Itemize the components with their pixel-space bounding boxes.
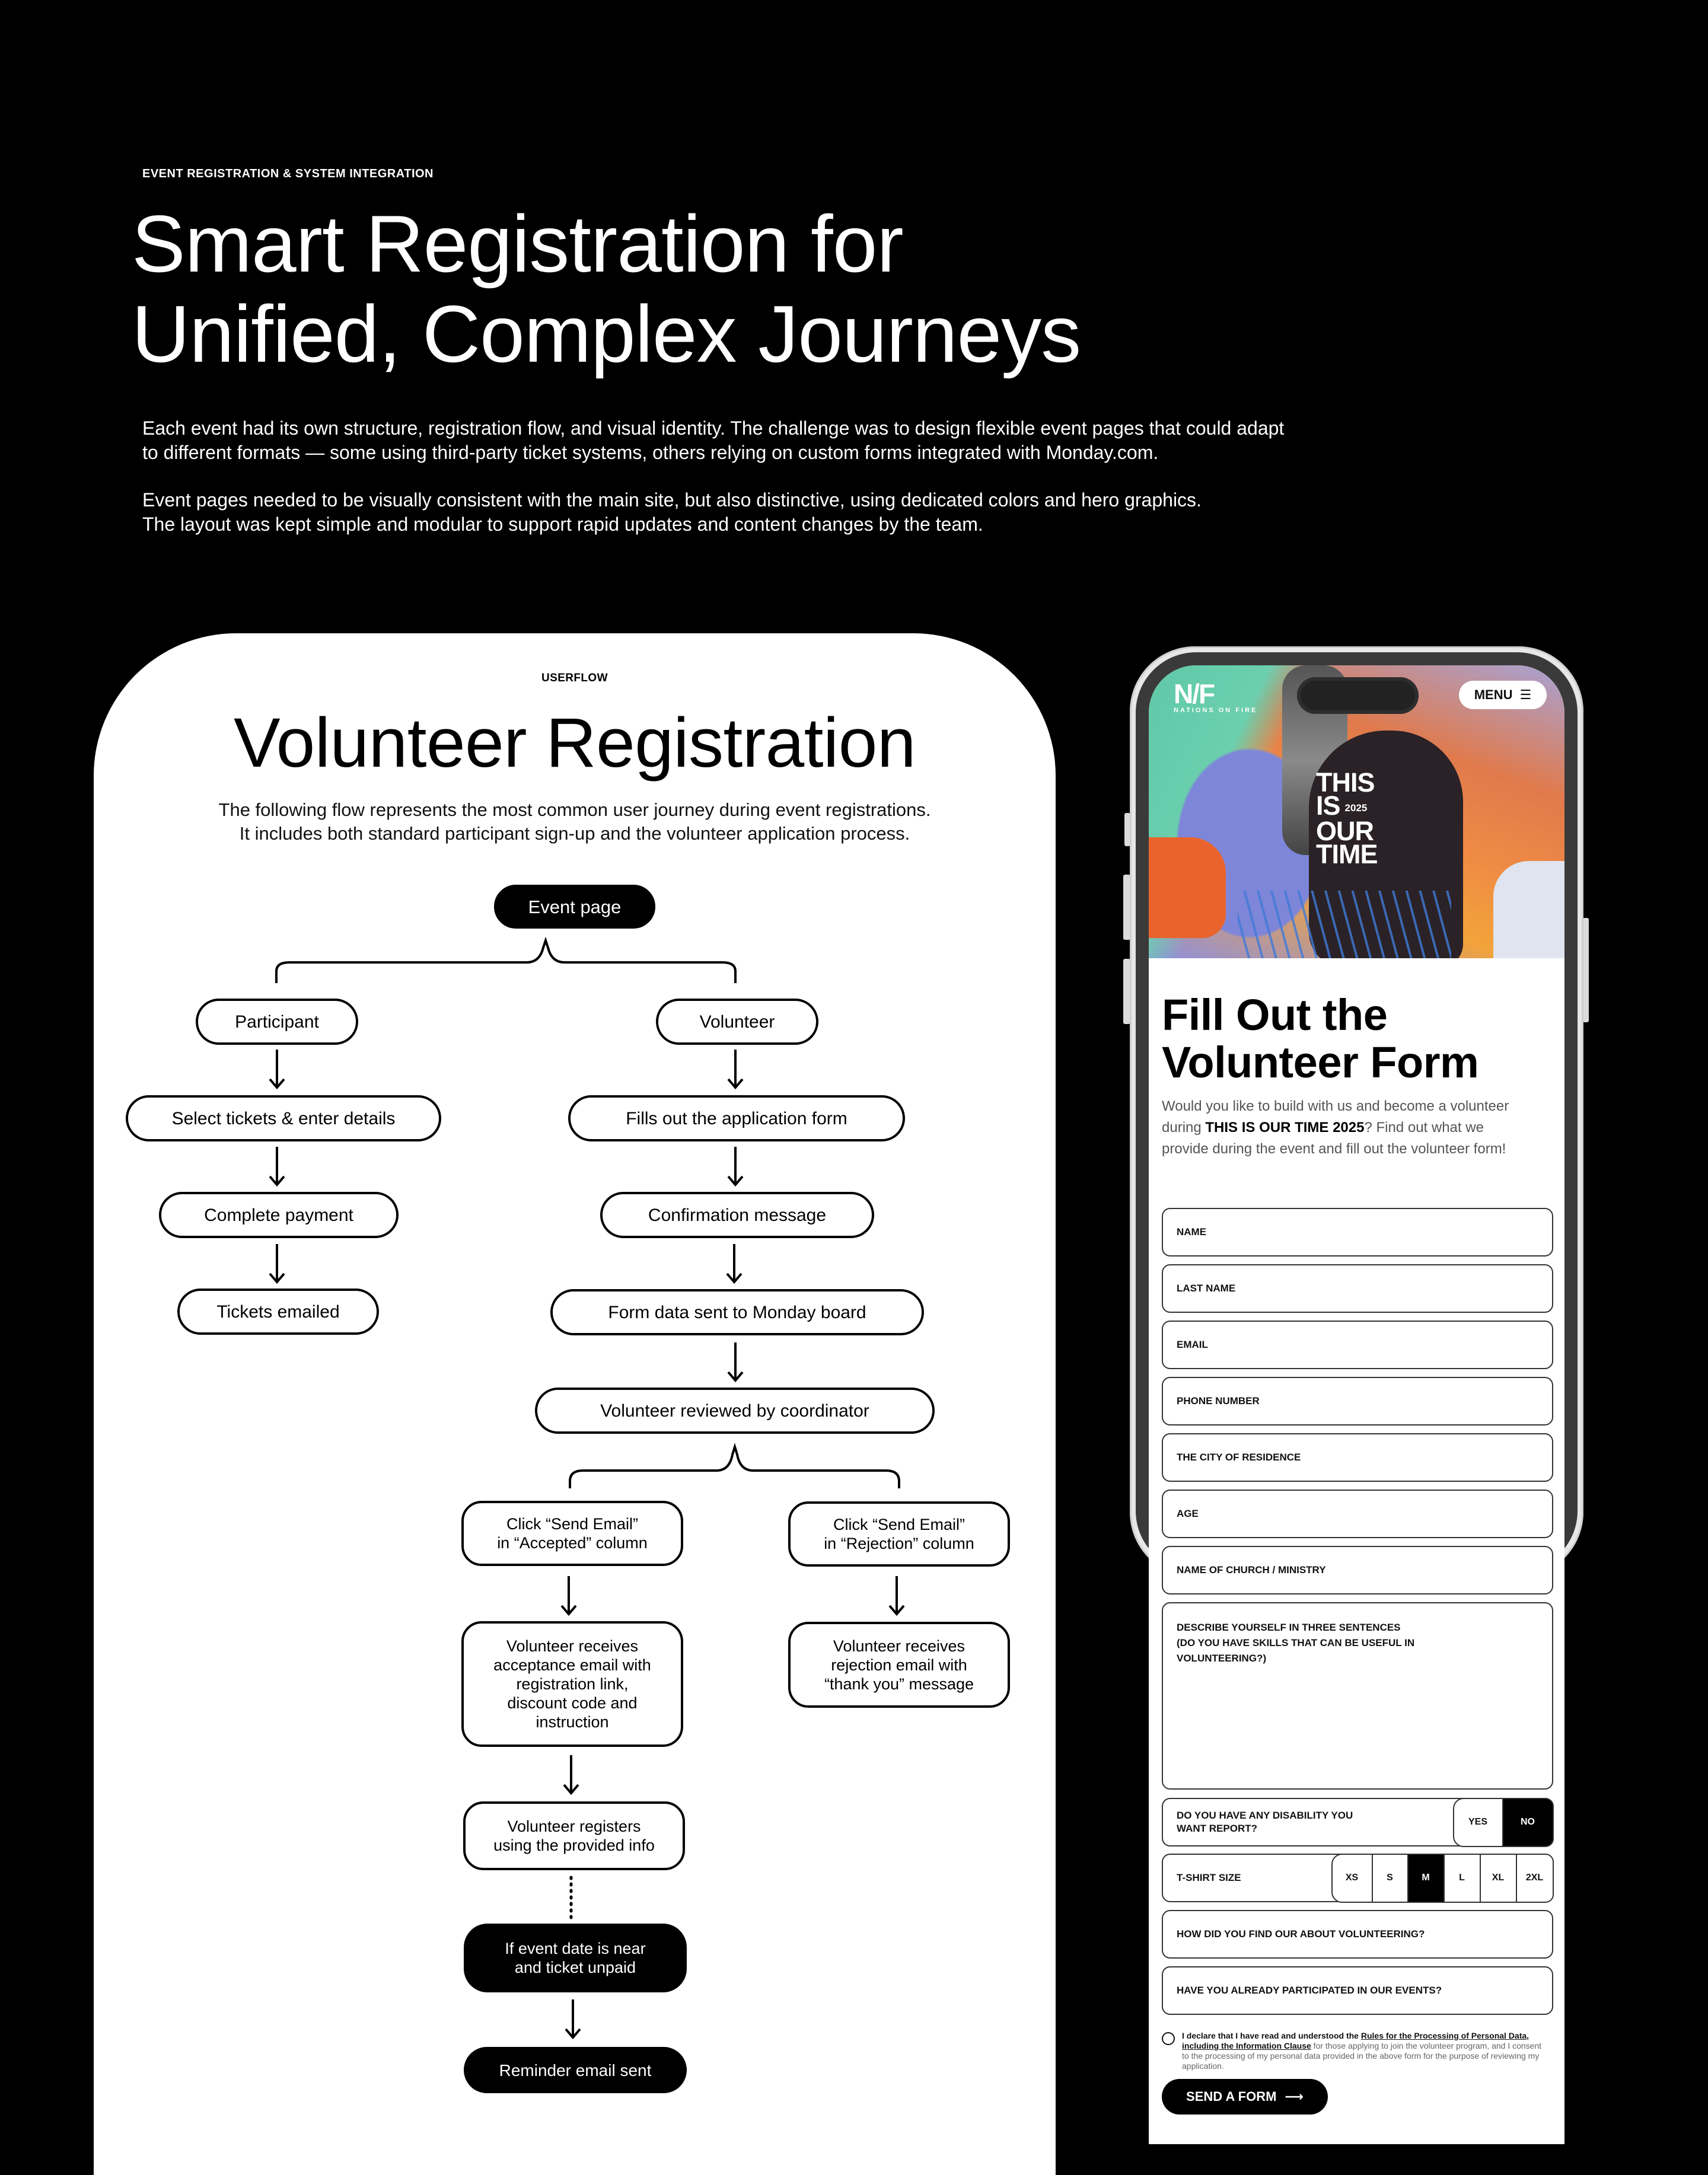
how-found-label: HOW DID YOU FIND OUR ABOUT VOLUNTEERING? xyxy=(1177,1928,1425,1940)
intro-text xyxy=(142,416,1506,560)
disability-toggle xyxy=(1453,1798,1554,1847)
flow-node-participant: Participant xyxy=(196,999,358,1045)
logo-text: NATIONS ON FIRE xyxy=(1174,707,1258,714)
form-intro-part-2: ? Find out what we provide during the event and fill out the volunteer form! xyxy=(1162,1120,1506,1157)
flow-node-tickets-emailed: Tickets emailed xyxy=(177,1289,379,1335)
menu-button[interactable] xyxy=(1459,681,1547,709)
hero-brush-strokes xyxy=(1238,891,1451,958)
arrow-confirmation-to-monday xyxy=(727,1244,741,1282)
flow-node-reviewed: Volunteer reviewed by coordinator xyxy=(535,1388,935,1434)
event-near-line-2: and ticket unpaid xyxy=(514,1959,636,1976)
email-field[interactable] xyxy=(1162,1321,1553,1369)
disability-question xyxy=(1162,1798,1553,1846)
flow-node-confirmation: Confirmation message xyxy=(600,1192,874,1238)
brace-connector-top xyxy=(276,940,735,983)
consent-checkbox-row[interactable] xyxy=(1162,2031,1547,2071)
userflow-eyebrow: USERFLOW xyxy=(541,672,608,684)
brace-connector-review xyxy=(570,1447,899,1488)
city-field[interactable] xyxy=(1162,1433,1553,1482)
flow-node-form-data-sent: Form data sent to Monday board xyxy=(550,1289,924,1335)
arrow-accepted-to-receives xyxy=(562,1576,576,1614)
flow-node-click-accepted xyxy=(461,1501,683,1566)
flow-node-complete-payment: Complete payment xyxy=(159,1192,399,1238)
form-intro xyxy=(1162,1096,1518,1160)
phone-number-field-label: PHONE NUMBER xyxy=(1177,1395,1260,1407)
logo-mark: N/F xyxy=(1174,678,1215,709)
consent-text xyxy=(1182,2031,1547,2071)
flow-node-receives-acceptance xyxy=(461,1621,683,1747)
tshirt-size-selector xyxy=(1331,1854,1554,1903)
arrow-right-icon: ⟶ xyxy=(1285,2089,1304,2104)
menu-label: MENU xyxy=(1474,687,1513,702)
userflow-title: Volunteer Registration xyxy=(233,704,916,782)
userflow-description-line-2: It includes both standard participant sign-up and the volunteer application process. xyxy=(239,823,910,844)
hero-light-shape xyxy=(1493,861,1564,958)
hero-line-this: THIS xyxy=(1316,767,1375,798)
receives-rejection-line-1: Volunteer receives xyxy=(833,1637,965,1655)
email-field-label: EMAIL xyxy=(1177,1339,1208,1350)
arrow-participant-to-select xyxy=(270,1050,284,1088)
disability-option-no[interactable]: NO xyxy=(1503,1798,1554,1847)
arrow-select-to-payment xyxy=(270,1147,284,1185)
tshirt-option-l[interactable]: L xyxy=(1445,1854,1481,1903)
name-field-label: NAME xyxy=(1177,1226,1207,1238)
age-field-label: AGE xyxy=(1177,1508,1199,1519)
disability-label-line-1: DO YOU HAVE ANY DISABILITY YOU xyxy=(1177,1810,1353,1821)
click-rejection-line-2: in “Rejection” column xyxy=(824,1535,974,1552)
phone-power-button xyxy=(1583,918,1589,1022)
userflow-card xyxy=(94,633,1056,2175)
intro-paragraph-1-line-2: to different formats — some using third-party ticket systems, others relying on custom forms integrated with Monday.com. xyxy=(142,442,1159,463)
click-accepted-line-2: in “Accepted” column xyxy=(497,1534,648,1552)
intro-paragraph-2 xyxy=(142,488,1506,537)
age-field[interactable] xyxy=(1162,1490,1553,1538)
name-field[interactable] xyxy=(1162,1208,1553,1256)
flow-node-receives-rejection xyxy=(788,1622,1010,1708)
form-title-line-1: Fill Out the xyxy=(1162,990,1388,1039)
textarea-label-line-1: DESCRIBE YOURSELF IN THREE SENTENCES xyxy=(1177,1622,1401,1633)
form-title-line-2: Volunteer Form xyxy=(1162,1038,1479,1087)
receives-rejection-line-2: rejection email with xyxy=(831,1656,967,1674)
userflow-description-line-1: The following flow represents the most common user journey during event registrations. xyxy=(218,799,931,820)
event-near-line-1: If event date is near xyxy=(505,1940,646,1957)
tshirt-size-label: T-SHIRT SIZE xyxy=(1177,1872,1241,1883)
flow-node-click-rejection xyxy=(788,1501,1010,1567)
intro-paragraph-2-line-2: The layout was kept simple and modular to support rapid updates and content changes by the team. xyxy=(142,514,983,535)
hero-line-our: OUR xyxy=(1316,815,1374,846)
tshirt-option-m[interactable]: M xyxy=(1409,1854,1445,1903)
form-intro-part-1: Would you like to build with us and become a volunteer during xyxy=(1162,1098,1509,1136)
hero-year: 2025 xyxy=(1344,802,1368,814)
church-field-label: NAME OF CHURCH / MINISTRY xyxy=(1177,1564,1326,1576)
last-name-field[interactable] xyxy=(1162,1264,1553,1313)
arrow-rejection-to-receives xyxy=(890,1576,904,1614)
form-intro-event-name: THIS IS OUR TIME 2025 xyxy=(1205,1120,1365,1136)
arrow-volunteer-to-form xyxy=(728,1050,743,1088)
flow-node-event-page: Event page xyxy=(494,885,655,929)
hamburger-icon: ☰ xyxy=(1519,687,1532,702)
arrow-payment-to-emailed xyxy=(270,1244,284,1282)
page-title-line-1: Smart Registration for xyxy=(132,199,903,289)
disability-label-line-2: WANT REPORT? xyxy=(1177,1823,1257,1834)
tshirt-size-question xyxy=(1162,1854,1553,1902)
form-title xyxy=(1162,991,1478,1086)
page-title xyxy=(132,199,1081,379)
page-title-line-2: Unified, Complex Journeys xyxy=(132,289,1081,379)
disability-option-yes[interactable]: YES xyxy=(1453,1798,1503,1847)
flow-node-volunteer: Volunteer xyxy=(656,999,818,1045)
section-eyebrow: EVENT REGISTRATION & SYSTEM INTEGRATION xyxy=(142,167,434,180)
participated-field[interactable] xyxy=(1162,1966,1553,2015)
receives-acceptance-line-2: acceptance email with xyxy=(493,1656,651,1674)
registers-line-1: Volunteer registers xyxy=(507,1817,641,1835)
rules-link[interactable]: Rules for the Processing of Personal Data, including the xyxy=(1182,2031,1529,2050)
textarea-label-line-3: VOLUNTEERING?) xyxy=(1177,1653,1267,1664)
phone-screen xyxy=(1149,665,1564,2144)
flow-node-reminder: Reminder email sent xyxy=(464,2047,687,2093)
receives-acceptance-line-3: registration link, xyxy=(516,1675,629,1693)
receives-acceptance-line-4: discount code and xyxy=(507,1694,638,1712)
hero-line-time: TIME xyxy=(1316,838,1378,869)
dynamic-island xyxy=(1297,677,1419,714)
arrow-monday-to-reviewed xyxy=(728,1342,743,1380)
flow-node-registers xyxy=(463,1801,685,1870)
last-name-field-label: LAST NAME xyxy=(1177,1283,1236,1294)
how-found-field[interactable] xyxy=(1162,1910,1553,1959)
hero-orange-shape xyxy=(1149,837,1226,938)
arrow-form-to-confirmation xyxy=(728,1147,743,1185)
church-field[interactable] xyxy=(1162,1546,1553,1594)
describe-yourself-textarea[interactable] xyxy=(1162,1602,1553,1790)
click-accepted-line-1: Click “Send Email” xyxy=(506,1515,639,1533)
tshirt-option-xs[interactable]: XS xyxy=(1331,1854,1373,1903)
consent-radio[interactable] xyxy=(1162,2032,1175,2045)
receives-acceptance-line-5: instruction xyxy=(536,1713,609,1731)
tshirt-option-s[interactable]: S xyxy=(1373,1854,1409,1903)
participated-label: HAVE YOU ALREADY PARTICIPATED IN OUR EVENTS? xyxy=(1177,1985,1442,1996)
flow-node-event-near xyxy=(464,1924,687,1992)
receives-rejection-line-3: “thank you” message xyxy=(824,1675,974,1693)
phone-number-field[interactable] xyxy=(1162,1377,1553,1425)
send-form-button[interactable] xyxy=(1162,2079,1328,2115)
send-form-label: SEND A FORM xyxy=(1186,2089,1277,2104)
tshirt-option-xl[interactable]: XL xyxy=(1481,1854,1517,1903)
click-rejection-line-1: Click “Send Email” xyxy=(833,1516,965,1533)
arrow-near-to-reminder xyxy=(566,1999,580,2037)
intro-paragraph-1-line-1: Each event had its own structure, registration flow, and visual identity. The challenge was to design flexible event pages that could adapt xyxy=(142,417,1285,439)
city-field-label: THE CITY OF RESIDENCE xyxy=(1177,1452,1301,1463)
tshirt-option-2xl[interactable]: 2XL xyxy=(1517,1854,1554,1903)
hero-line-is: IS xyxy=(1316,790,1340,821)
intro-paragraph-1 xyxy=(142,416,1506,465)
information-clause-link[interactable]: Information Clause xyxy=(1236,2041,1311,2050)
hero-banner xyxy=(1149,665,1564,958)
consent-intro: I declare that I have read and understood the xyxy=(1182,2031,1361,2040)
receives-acceptance-line-1: Volunteer receives xyxy=(506,1637,639,1655)
registers-line-2: using the provided info xyxy=(493,1836,655,1854)
intro-paragraph-2-line-1: Event pages needed to be visually consistent with the main site, but also distinctive, using dedicated colors and hero graphics. xyxy=(142,489,1202,511)
nations-on-fire-logo[interactable] xyxy=(1174,678,1258,714)
hero-event-title xyxy=(1316,767,1378,869)
flow-node-fills-form: Fills out the application form xyxy=(568,1095,905,1141)
textarea-label-line-2: (DO YOU HAVE SKILLS THAT CAN BE USEFUL IN xyxy=(1177,1637,1415,1648)
consent-rest: for those applying to join the volunteer program, and I consent to the processing of my personal data provided in the above form for the purpose of reviewing my application. xyxy=(1182,2041,1542,2071)
flow-node-select-tickets: Select tickets & enter details xyxy=(126,1095,441,1141)
arrow-receives-to-registers xyxy=(564,1755,578,1793)
